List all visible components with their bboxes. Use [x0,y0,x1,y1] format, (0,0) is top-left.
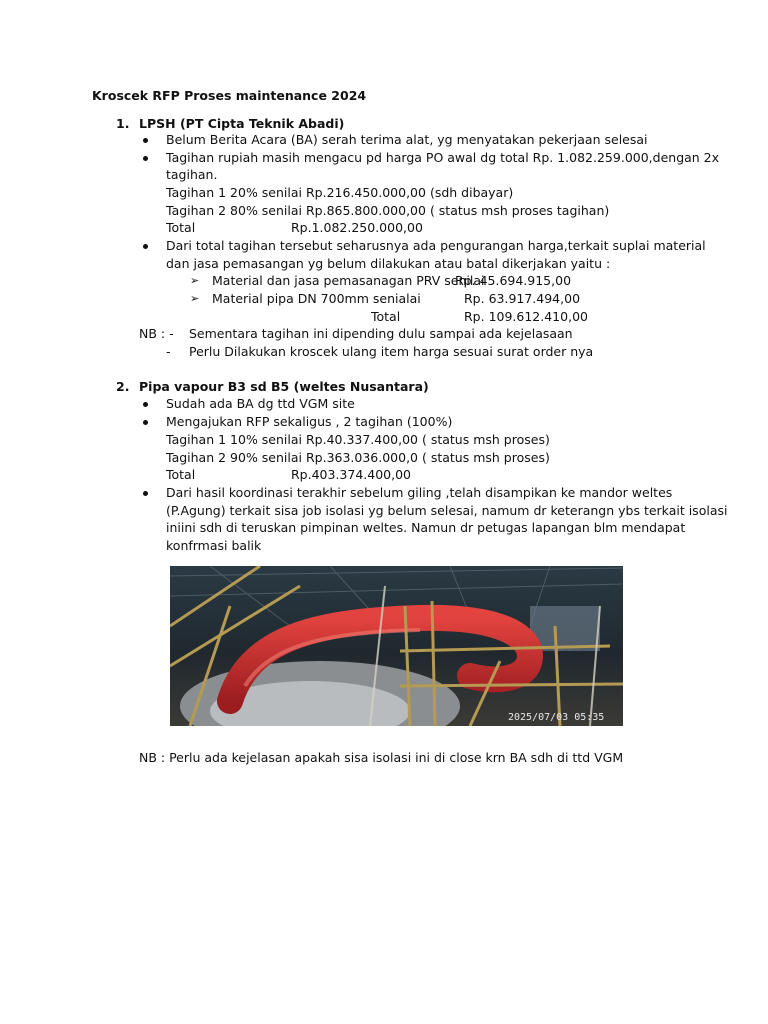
s1-sub-2-value: Rp. 63.917.494,00 [464,291,581,306]
s1-sub-total-label: Total [371,309,401,324]
section-2-number: 2. [116,379,130,394]
bullet-icon [143,491,148,496]
bullet-icon [143,402,148,407]
document-title: Kroscek RFP Proses maintenance 2024 [92,88,367,103]
s1-bullet-3-line-1: Dari total tagihan tersebut seharusnya ada pengurangan harga,terkait suplai material [166,238,706,253]
bullet-icon [143,420,148,425]
arrow-bullet-icon: ➢ [190,274,200,287]
s2-bullet-2: Mengajukan RFP sekaligus , 2 tagihan (100%) [166,414,453,429]
s2-nb: NB : Perlu ada kejelasan apakah sisa isolasi ini di close krn BA sdh di ttd VGM [139,750,624,765]
s2-bullet-3-line-3: iniini sdh di teruskan pimpinan weltes. Namun dr petugas lapangan blm mendapat [166,520,686,535]
section-1-heading: LPSH (PT Cipta Teknik Abadi) [139,116,345,131]
bullet-icon [143,244,148,249]
photo-timestamp: 2025/07/03 05:35 [508,712,605,723]
s2-total-value: Rp.403.374.400,00 [291,467,411,482]
s2-tagihan-2: Tagihan 2 90% senilai Rp.363.036.000,0 ( status msh proses) [166,450,550,465]
arrow-bullet-icon: ➢ [190,292,200,305]
s2-bullet-3-line-2: (P.Agung) terkait sisa job isolasi yg belum selesai, namum dr keterangn ybs terkait isolasi [166,503,728,518]
s2-total-label: Total [166,467,196,482]
s1-nb-1: Sementara tagihan ini dipending dulu sampai ada kejelasaan [189,326,573,341]
s1-sub-2-label: Material pipa DN 700mm senialai [212,291,421,306]
s2-bullet-3-line-4: konfrmasi balik [166,538,262,553]
s1-nb-prefix: NB : - [139,326,174,341]
s1-total-label: Total [166,220,196,235]
s1-bullet-2-line-2: tagihan. [166,167,218,182]
section-1-number: 1. [116,116,130,131]
bullet-icon [143,156,148,161]
s1-bullet-1: Belum Berita Acara (BA) serah terima alat, yg menyatakan pekerjaan selesai [166,132,648,147]
s1-sub-1-value: Rp. 45.694.915,00 [455,273,572,288]
s1-sub-total-value: Rp. 109.612.410,00 [464,309,588,324]
s1-bullet-3-line-2: dan jasa pemasangan yg belum dilakukan atau batal dikerjakan yaitu : [166,256,611,271]
s1-sub-1-label: Material dan jasa pemasanagan PRV senilai [212,273,485,288]
s2-bullet-3-line-1: Dari hasil koordinasi terakhir sebelum giling ,telah disampikan ke mandor weltes [166,485,673,500]
s1-nb-2-dash: - [166,344,171,359]
s2-tagihan-1: Tagihan 1 10% senilai Rp.40.337.400,00 ( status msh proses) [166,432,550,447]
s1-tagihan-2: Tagihan 2 80% senilai Rp.865.800.000,00 ( status msh proses tagihan) [166,203,610,218]
s2-bullet-1: Sudah ada BA dg ttd VGM site [166,396,355,411]
s1-tagihan-1: Tagihan 1 20% senilai Rp.216.450.000,00 (sdh dibayar) [166,185,514,200]
s1-nb-2: Perlu Dilakukan kroscek ulang item harga sesuai surat order nya [189,344,594,359]
s1-total-value: Rp.1.082.250.000,00 [291,220,423,235]
section-2-heading: Pipa vapour B3 sd B5 (weltes Nusantara) [139,379,429,394]
bullet-icon [143,138,148,143]
s1-bullet-2-line-1: Tagihan rupiah masih mengacu pd harga PO awal dg total Rp. 1.082.259.000,dengan 2x [166,150,720,165]
site-photo [170,566,623,726]
